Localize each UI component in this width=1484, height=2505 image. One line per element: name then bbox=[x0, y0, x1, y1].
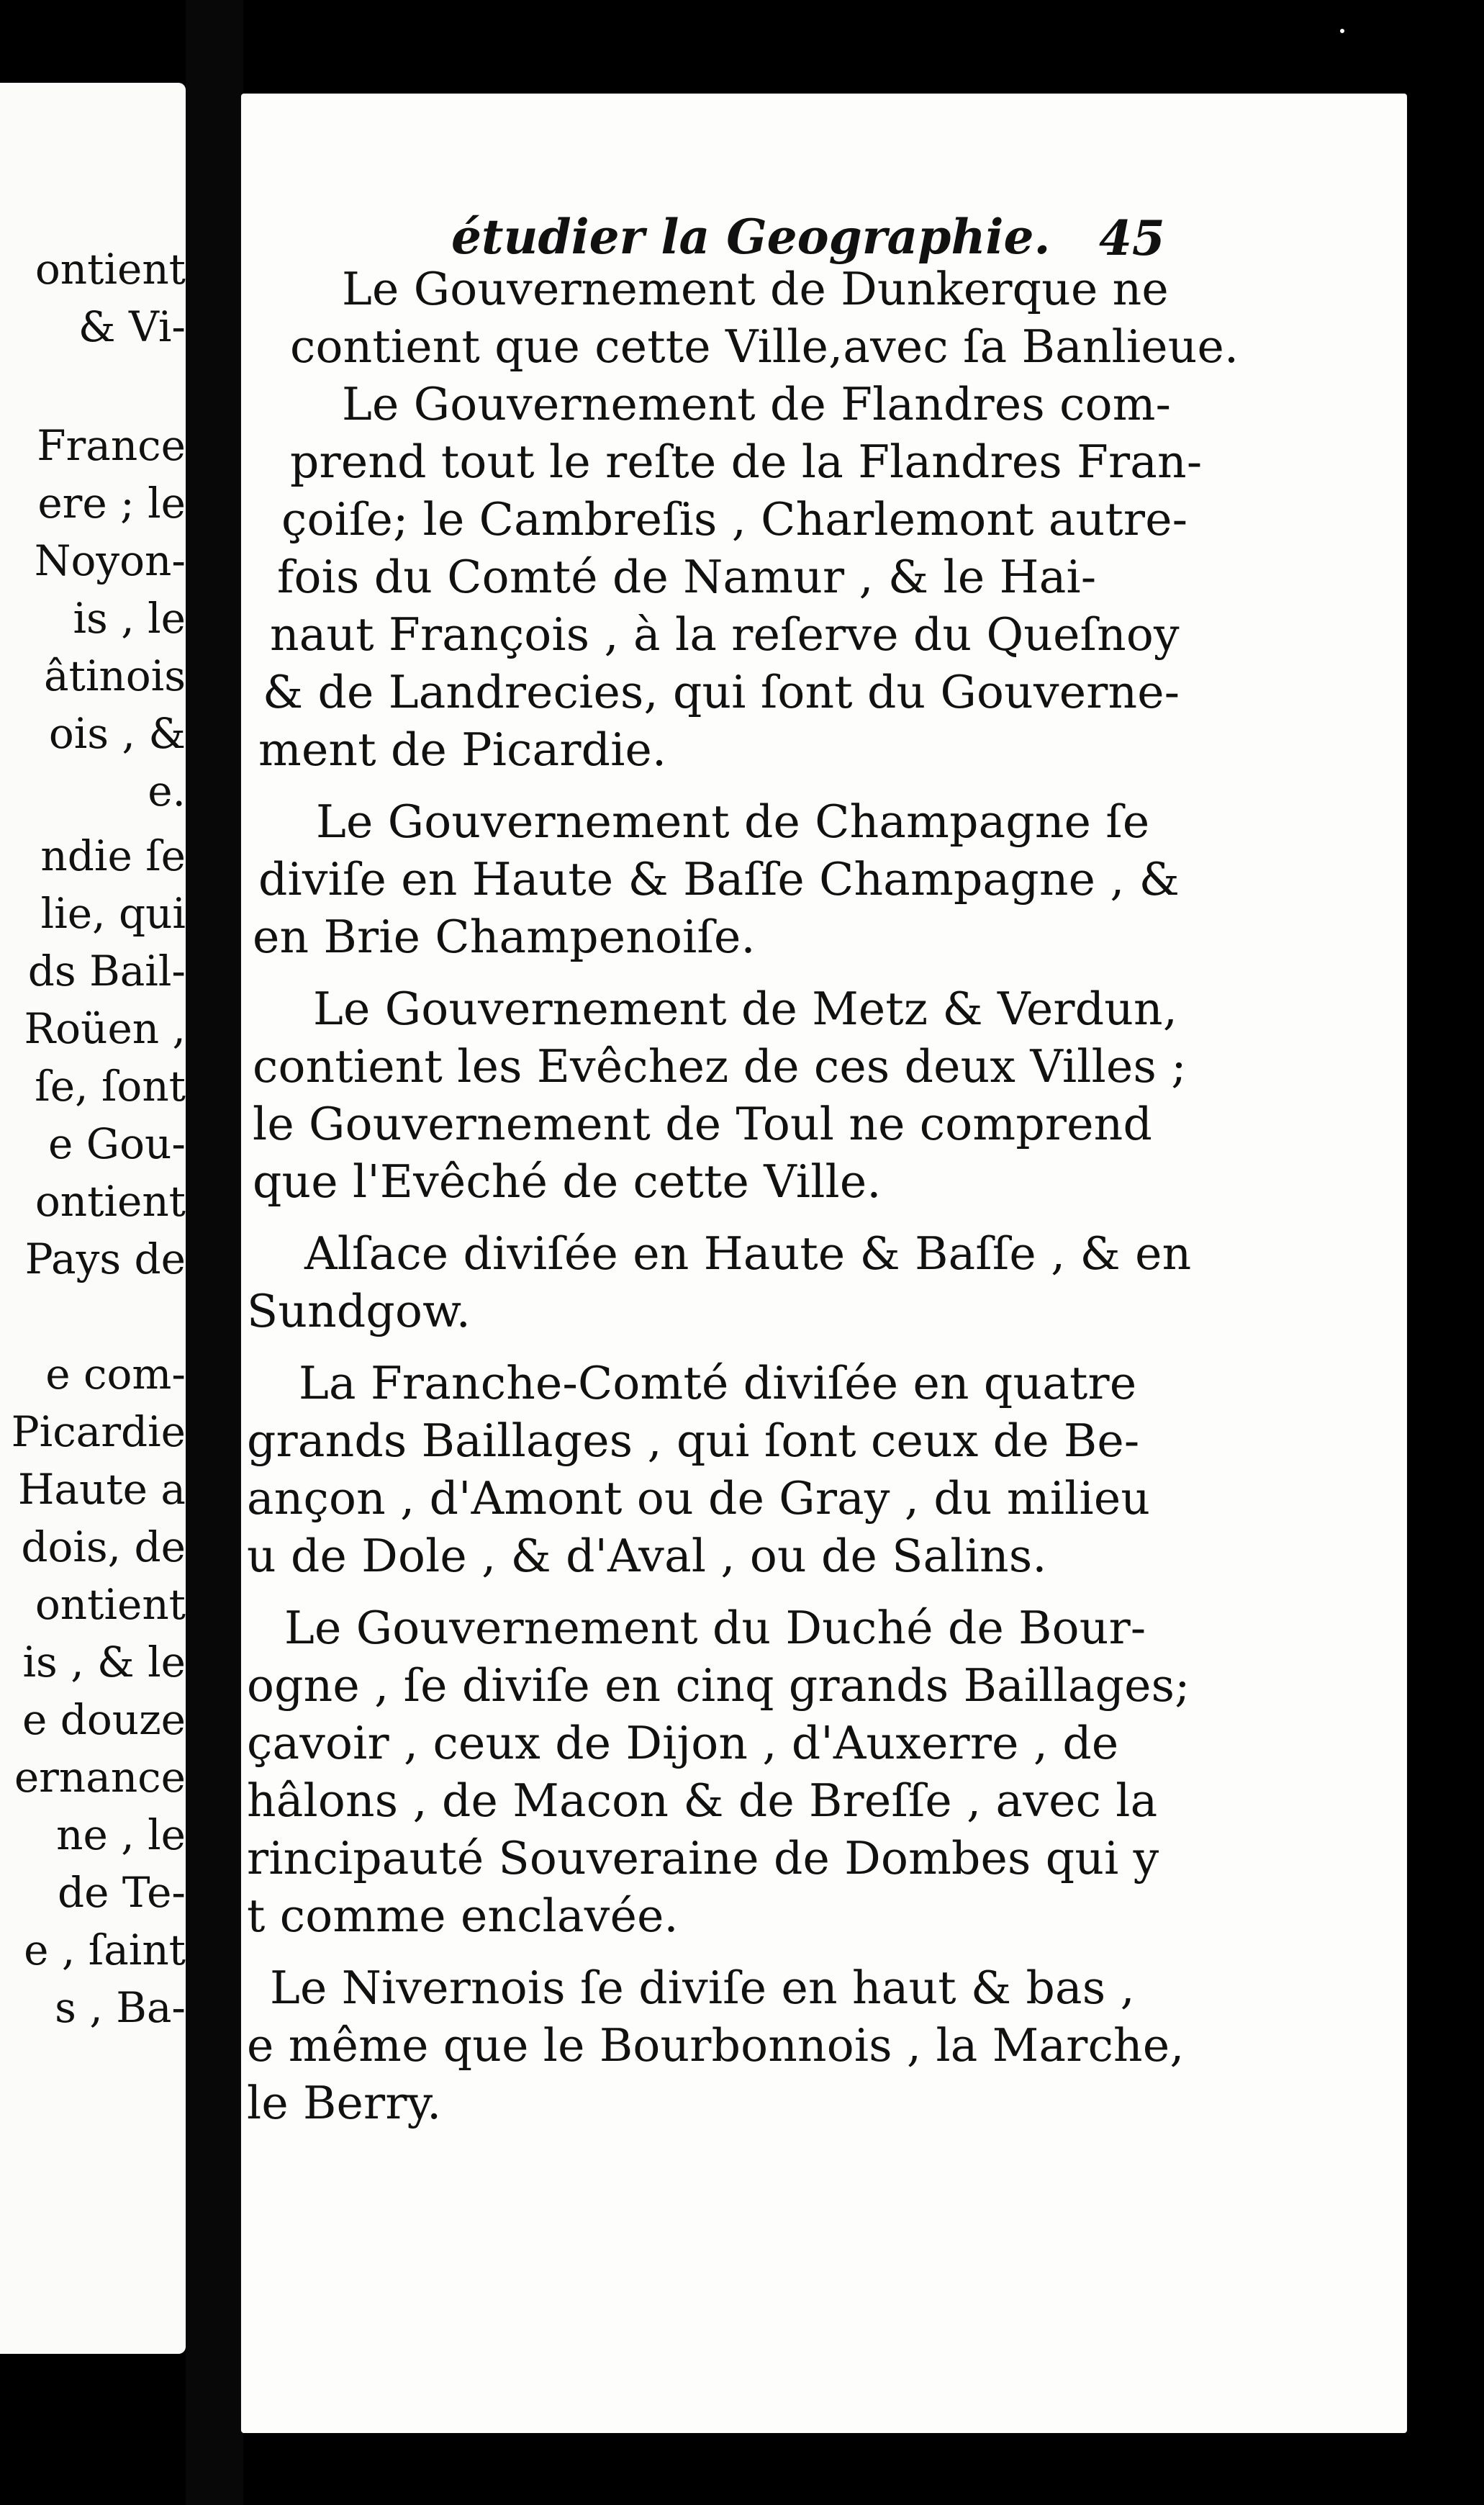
text-line: le Berry. bbox=[247, 2077, 442, 2129]
left-page-line: ontient bbox=[35, 1177, 186, 1226]
text-line: Le Gouvernement de Dunkerque ne bbox=[342, 263, 1169, 315]
left-page-line: ſe, ſont bbox=[35, 1062, 186, 1111]
left-page-line: de Te- bbox=[58, 1868, 186, 1917]
left-page-line: ontient bbox=[35, 1580, 186, 1629]
left-page-line: e , ſaint bbox=[24, 1926, 186, 1974]
left-page-line: ne , le bbox=[56, 1810, 186, 1859]
book-gutter bbox=[186, 0, 243, 2505]
left-page-line: Pays de bbox=[24, 1235, 186, 1283]
text-line: e même que le Bourbonnois , la Marche, bbox=[247, 2019, 1185, 2072]
left-page-line: Picardie bbox=[11, 1407, 186, 1456]
left-page-line: France bbox=[37, 421, 186, 470]
text-line: ogne , ſe diviſe en cinq grands Baillages; bbox=[247, 1659, 1190, 1712]
left-page-line: ds Bail- bbox=[27, 947, 186, 996]
text-line: Le Gouvernement de Metz & Verdun, bbox=[313, 983, 1178, 1035]
left-page-line: e com- bbox=[45, 1350, 186, 1399]
text-line: ment de Picardie. bbox=[258, 723, 667, 776]
text-line: naut François , à la reſerve du Queſnoy bbox=[270, 608, 1180, 661]
text-line: prend tout le reſte de la Flandres Fran- bbox=[290, 435, 1203, 488]
left-page-line: lie, qui bbox=[40, 889, 186, 938]
text-line: hâlons , de Macon & de Breſſe , avec la bbox=[247, 1774, 1158, 1827]
text-line: Le Nivernois ſe diviſe en haut & bas , bbox=[270, 1962, 1135, 2014]
text-line: Alſace diviſée en Haute & Baſſe , & en bbox=[304, 1227, 1192, 1280]
text-line: en Brie Champenoiſe. bbox=[253, 911, 756, 963]
text-line: diviſe en Haute & Baſſe Champagne , & bbox=[258, 853, 1180, 906]
left-page-line: Roüen , bbox=[24, 1004, 186, 1053]
left-page-line: ndie ſe bbox=[40, 831, 186, 880]
scan-speck bbox=[1340, 29, 1344, 33]
text-line: le Gouvernement de Toul ne comprend bbox=[253, 1098, 1152, 1150]
page-number: 45 bbox=[1099, 210, 1165, 266]
left-page-line: is , & le bbox=[22, 1638, 186, 1687]
left-page-line: s , Ba- bbox=[55, 1983, 186, 2032]
left-page-line: Haute a bbox=[17, 1465, 186, 1514]
left-page-line: dois, de bbox=[21, 1522, 186, 1571]
text-line: çoiſe; le Cambreſis , Charlemont autre- bbox=[281, 493, 1188, 546]
text-line: Le Gouvernement de Flandres com- bbox=[342, 378, 1172, 430]
left-page-line: & Vi- bbox=[78, 302, 186, 351]
text-line: contient que cette Ville,avec ſa Banlieue. bbox=[290, 320, 1239, 373]
text-line: contient les Evêchez de ces deux Villes ; bbox=[253, 1040, 1187, 1093]
text-line: ançon , d'Amont ou de Gray , du milieu bbox=[247, 1472, 1151, 1525]
running-head: étudier la Geographie. bbox=[451, 209, 1051, 265]
left-page-line: Noyon- bbox=[34, 536, 186, 585]
left-page-line: ernance bbox=[14, 1753, 186, 1802]
left-page-line: âtinois bbox=[43, 651, 186, 700]
text-line: fois du Comté de Namur , & le Hai- bbox=[277, 551, 1097, 603]
left-page-line: ontient bbox=[35, 245, 186, 294]
left-page-line: e douze bbox=[22, 1695, 186, 1744]
left-page-line: ois , & bbox=[48, 709, 186, 758]
text-line: u de Dole , & d'Aval , ou de Salins. bbox=[247, 1530, 1047, 1582]
text-line: çavoir , ceux de Dijon , d'Auxerre , de bbox=[247, 1717, 1119, 1769]
text-line: rincipauté Souveraine de Dombes qui y bbox=[247, 1832, 1159, 1885]
left-page-line: e Gou- bbox=[48, 1119, 186, 1168]
text-line: & de Landrecies, qui ſont du Gouverne- bbox=[263, 666, 1180, 718]
text-line: t comme enclavée. bbox=[247, 1890, 679, 1942]
left-page-line: ere ; le bbox=[37, 479, 186, 528]
right-page bbox=[241, 94, 1407, 2433]
left-page-line: is , le bbox=[73, 594, 186, 643]
text-line: Le Gouvernement de Champagne ſe bbox=[316, 795, 1150, 848]
left-page-line: e. bbox=[148, 767, 186, 816]
text-line: Le Gouvernement du Duché de Bour- bbox=[284, 1602, 1146, 1654]
left-page bbox=[0, 83, 186, 2354]
text-line: Sundgow. bbox=[247, 1285, 471, 1337]
text-line: que l'Evêché de cette Ville. bbox=[253, 1155, 882, 1208]
text-line: grands Baillages , qui ſont ceux de Be- bbox=[247, 1414, 1140, 1467]
text-line: La Franche-Comté diviſée en quatre bbox=[299, 1357, 1137, 1409]
